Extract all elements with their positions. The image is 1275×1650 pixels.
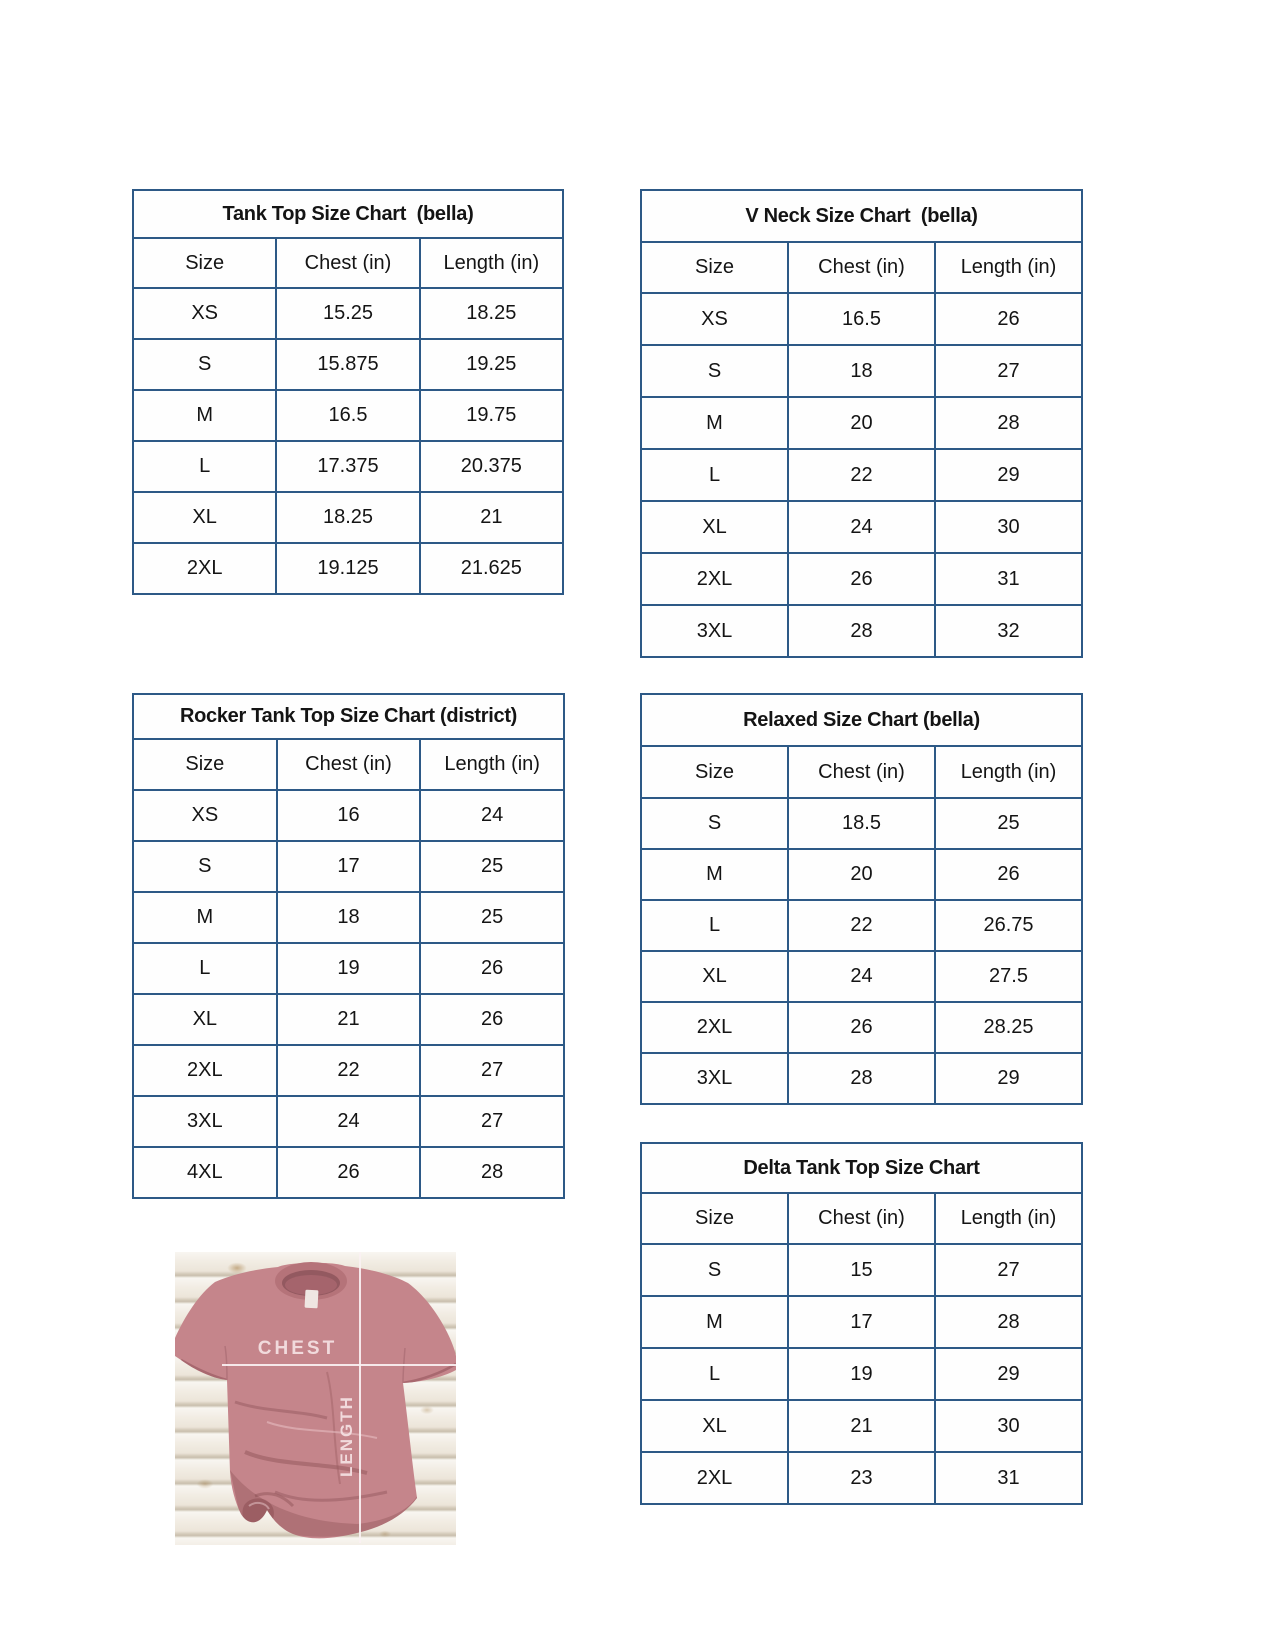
v-neck-bella-cell-0-1: 16.5 [788, 293, 935, 345]
relaxed-bella-cell-3-0: XL [641, 951, 788, 1002]
rocker-tank-top-district-row-M [133, 892, 564, 943]
v-neck-bella-colheader-0: Size [641, 242, 788, 293]
v-neck-size-chart-table [640, 189, 1083, 658]
tank-top-size-chart-table [132, 189, 564, 595]
rocker-tank-top-district-cell-4-2: 26 [420, 994, 564, 1045]
delta-tank-top-cell-4-0: 2XL [641, 1452, 788, 1504]
rocker-tank-top-district-cell-3-0: L [133, 943, 277, 994]
rocker-tank-top-district-row-XS [133, 790, 564, 841]
v-neck-bella-cell-5-0: 2XL [641, 553, 788, 605]
relaxed-bella-row-XL [641, 951, 1082, 1002]
rocker-tank-top-district-cell-2-0: M [133, 892, 277, 943]
v-neck-bella-cell-6-2: 32 [935, 605, 1082, 657]
delta-tank-top-row-XL [641, 1400, 1082, 1452]
tshirt-measurement-photo [175, 1252, 456, 1545]
relaxed-bella-cell-2-2: 26.75 [935, 900, 1082, 951]
v-neck-bella-row-XL [641, 501, 1082, 553]
tank-top-bella-cell-5-0: 2XL [133, 543, 276, 594]
v-neck-bella-cell-3-2: 29 [935, 449, 1082, 501]
v-neck-bella-row-XS [641, 293, 1082, 345]
rocker-tank-top-district-cell-7-1: 26 [277, 1147, 421, 1198]
tank-top-bella-cell-5-1: 19.125 [276, 543, 419, 594]
tank-top-bella-cell-0-1: 15.25 [276, 288, 419, 339]
relaxed-bella-cell-3-1: 24 [788, 951, 935, 1002]
relaxed-bella-cell-5-1: 28 [788, 1053, 935, 1104]
relaxed-bella-row-3XL [641, 1053, 1082, 1104]
relaxed-bella-cell-3-2: 27.5 [935, 951, 1082, 1002]
delta-tank-top-grid [640, 1142, 1083, 1505]
delta-tank-top-cell-1-2: 28 [935, 1296, 1082, 1348]
v-neck-bella-colheader-1: Chest (in) [788, 242, 935, 293]
rocker-tank-top-district-cell-1-0: S [133, 841, 277, 892]
v-neck-bella-row-S [641, 345, 1082, 397]
delta-tank-top-cell-4-1: 23 [788, 1452, 935, 1504]
rocker-tank-top-district-grid [132, 693, 565, 1199]
relaxed-bella-cell-0-2: 25 [935, 798, 1082, 849]
v-neck-bella-cell-1-1: 18 [788, 345, 935, 397]
rocker-tank-top-district-cell-4-1: 21 [277, 994, 421, 1045]
relaxed-bella-cell-0-1: 18.5 [788, 798, 935, 849]
rocker-tank-top-district-colheader-2: Length (in) [420, 739, 564, 790]
v-neck-bella-cell-0-0: XS [641, 293, 788, 345]
length-label: LENGTH [337, 1395, 356, 1477]
v-neck-bella-cell-2-1: 20 [788, 397, 935, 449]
delta-tank-top-size-chart-table [640, 1142, 1083, 1505]
tank-top-bella-cell-3-1: 17.375 [276, 441, 419, 492]
tank-top-bella-title: Tank Top Size Chart (bella) [133, 190, 563, 238]
delta-tank-top-cell-3-1: 21 [788, 1400, 935, 1452]
rocker-tank-top-district-cell-3-1: 19 [277, 943, 421, 994]
relaxed-bella-row-S [641, 798, 1082, 849]
rocker-tank-top-district-cell-6-1: 24 [277, 1096, 421, 1147]
tank-top-bella-row-S [133, 339, 563, 390]
v-neck-bella-cell-2-2: 28 [935, 397, 1082, 449]
tank-top-bella-row-XL [133, 492, 563, 543]
v-neck-bella-cell-2-0: M [641, 397, 788, 449]
v-neck-bella-row-3XL [641, 605, 1082, 657]
tank-top-bella-cell-4-1: 18.25 [276, 492, 419, 543]
v-neck-bella-cell-3-0: L [641, 449, 788, 501]
delta-tank-top-colheader-1: Chest (in) [788, 1193, 935, 1244]
delta-tank-top-cell-2-0: L [641, 1348, 788, 1400]
delta-tank-top-cell-2-1: 19 [788, 1348, 935, 1400]
relaxed-bella-row-M [641, 849, 1082, 900]
v-neck-bella-colheader-2: Length (in) [935, 242, 1082, 293]
tank-top-bella-grid [132, 189, 564, 595]
rocker-tank-top-district-cell-0-1: 16 [277, 790, 421, 841]
rocker-tank-top-district-row-XL [133, 994, 564, 1045]
rocker-tank-top-district-cell-5-0: 2XL [133, 1045, 277, 1096]
relaxed-bella-cell-5-2: 29 [935, 1053, 1082, 1104]
delta-tank-top-cell-0-2: 27 [935, 1244, 1082, 1296]
delta-tank-top-row-S [641, 1244, 1082, 1296]
rocker-tank-top-district-cell-4-0: XL [133, 994, 277, 1045]
rocker-tank-top-size-chart-table [132, 693, 565, 1199]
rocker-tank-top-district-row-3XL [133, 1096, 564, 1147]
v-neck-bella-row-M [641, 397, 1082, 449]
delta-tank-top-cell-3-0: XL [641, 1400, 788, 1452]
v-neck-bella-cell-4-1: 24 [788, 501, 935, 553]
rocker-tank-top-district-title: Rocker Tank Top Size Chart (district) [133, 694, 564, 739]
tshirt-graphic [175, 1252, 456, 1545]
delta-tank-top-title: Delta Tank Top Size Chart [641, 1143, 1082, 1193]
tank-top-bella-row-M [133, 390, 563, 441]
delta-tank-top-colheader-0: Size [641, 1193, 788, 1244]
rocker-tank-top-district-cell-6-0: 3XL [133, 1096, 277, 1147]
tank-top-bella-cell-4-0: XL [133, 492, 276, 543]
relaxed-bella-cell-4-2: 28.25 [935, 1002, 1082, 1053]
tank-top-bella-cell-0-0: XS [133, 288, 276, 339]
delta-tank-top-row-L [641, 1348, 1082, 1400]
rocker-tank-top-district-cell-0-2: 24 [420, 790, 564, 841]
rocker-tank-top-district-row-L [133, 943, 564, 994]
relaxed-bella-cell-0-0: S [641, 798, 788, 849]
tank-top-bella-cell-0-2: 18.25 [420, 288, 563, 339]
rocker-tank-top-district-colheader-1: Chest (in) [277, 739, 421, 790]
tank-top-bella-colheader-0: Size [133, 238, 276, 288]
chest-label: CHEST [257, 1338, 338, 1359]
v-neck-bella-cell-3-1: 22 [788, 449, 935, 501]
delta-tank-top-cell-1-1: 17 [788, 1296, 935, 1348]
tank-top-bella-row-2XL [133, 543, 563, 594]
delta-tank-top-cell-3-2: 30 [935, 1400, 1082, 1452]
v-neck-bella-grid [640, 189, 1083, 658]
v-neck-bella-row-2XL [641, 553, 1082, 605]
tank-top-bella-cell-3-0: L [133, 441, 276, 492]
v-neck-bella-cell-1-2: 27 [935, 345, 1082, 397]
rocker-tank-top-district-cell-3-2: 26 [420, 943, 564, 994]
v-neck-bella-cell-6-0: 3XL [641, 605, 788, 657]
tank-top-bella-colheader-2: Length (in) [420, 238, 563, 288]
relaxed-bella-cell-1-0: M [641, 849, 788, 900]
tank-top-bella-cell-3-2: 20.375 [420, 441, 563, 492]
tank-top-bella-cell-1-2: 19.25 [420, 339, 563, 390]
v-neck-bella-cell-1-0: S [641, 345, 788, 397]
relaxed-bella-cell-1-1: 20 [788, 849, 935, 900]
rocker-tank-top-district-cell-6-2: 27 [420, 1096, 564, 1147]
tank-top-bella-cell-5-2: 21.625 [420, 543, 563, 594]
tank-top-bella-cell-1-1: 15.875 [276, 339, 419, 390]
delta-tank-top-cell-4-2: 31 [935, 1452, 1082, 1504]
delta-tank-top-cell-0-0: S [641, 1244, 788, 1296]
tank-top-bella-cell-2-0: M [133, 390, 276, 441]
relaxed-bella-cell-5-0: 3XL [641, 1053, 788, 1104]
relaxed-bella-cell-2-1: 22 [788, 900, 935, 951]
rocker-tank-top-district-cell-0-0: XS [133, 790, 277, 841]
relaxed-bella-title: Relaxed Size Chart (bella) [641, 694, 1082, 746]
tank-top-bella-colheader-1: Chest (in) [276, 238, 419, 288]
delta-tank-top-row-M [641, 1296, 1082, 1348]
relaxed-size-chart-table [640, 693, 1083, 1105]
v-neck-bella-cell-5-1: 26 [788, 553, 935, 605]
rocker-tank-top-district-cell-2-1: 18 [277, 892, 421, 943]
length-measure-line [359, 1252, 361, 1543]
delta-tank-top-cell-1-0: M [641, 1296, 788, 1348]
rocker-tank-top-district-row-S [133, 841, 564, 892]
relaxed-bella-colheader-0: Size [641, 746, 788, 798]
rocker-tank-top-district-cell-5-2: 27 [420, 1045, 564, 1096]
relaxed-bella-row-L [641, 900, 1082, 951]
rocker-tank-top-district-cell-7-0: 4XL [133, 1147, 277, 1198]
relaxed-bella-cell-4-1: 26 [788, 1002, 935, 1053]
v-neck-bella-cell-4-2: 30 [935, 501, 1082, 553]
tank-top-bella-row-L [133, 441, 563, 492]
rocker-tank-top-district-cell-5-1: 22 [277, 1045, 421, 1096]
v-neck-bella-title: V Neck Size Chart (bella) [641, 190, 1082, 242]
delta-tank-top-colheader-2: Length (in) [935, 1193, 1082, 1244]
v-neck-bella-cell-4-0: XL [641, 501, 788, 553]
rocker-tank-top-district-row-4XL [133, 1147, 564, 1198]
rocker-tank-top-district-colheader-0: Size [133, 739, 277, 790]
relaxed-bella-grid [640, 693, 1083, 1105]
rocker-tank-top-district-row-2XL [133, 1045, 564, 1096]
rocker-tank-top-district-cell-1-1: 17 [277, 841, 421, 892]
delta-tank-top-row-2XL [641, 1452, 1082, 1504]
relaxed-bella-cell-4-0: 2XL [641, 1002, 788, 1053]
relaxed-bella-cell-1-2: 26 [935, 849, 1082, 900]
delta-tank-top-cell-0-1: 15 [788, 1244, 935, 1296]
rocker-tank-top-district-cell-1-2: 25 [420, 841, 564, 892]
tank-top-bella-row-XS [133, 288, 563, 339]
v-neck-bella-cell-5-2: 31 [935, 553, 1082, 605]
rocker-tank-top-district-cell-7-2: 28 [420, 1147, 564, 1198]
relaxed-bella-colheader-1: Chest (in) [788, 746, 935, 798]
relaxed-bella-cell-2-0: L [641, 900, 788, 951]
v-neck-bella-cell-6-1: 28 [788, 605, 935, 657]
relaxed-bella-colheader-2: Length (in) [935, 746, 1082, 798]
tshirt-neck-label [305, 1290, 319, 1309]
v-neck-bella-cell-0-2: 26 [935, 293, 1082, 345]
relaxed-bella-row-2XL [641, 1002, 1082, 1053]
v-neck-bella-row-L [641, 449, 1082, 501]
rocker-tank-top-district-cell-2-2: 25 [420, 892, 564, 943]
chest-measure-line [222, 1364, 456, 1366]
tank-top-bella-cell-1-0: S [133, 339, 276, 390]
tank-top-bella-cell-4-2: 21 [420, 492, 563, 543]
delta-tank-top-cell-2-2: 29 [935, 1348, 1082, 1400]
tank-top-bella-cell-2-2: 19.75 [420, 390, 563, 441]
tank-top-bella-cell-2-1: 16.5 [276, 390, 419, 441]
